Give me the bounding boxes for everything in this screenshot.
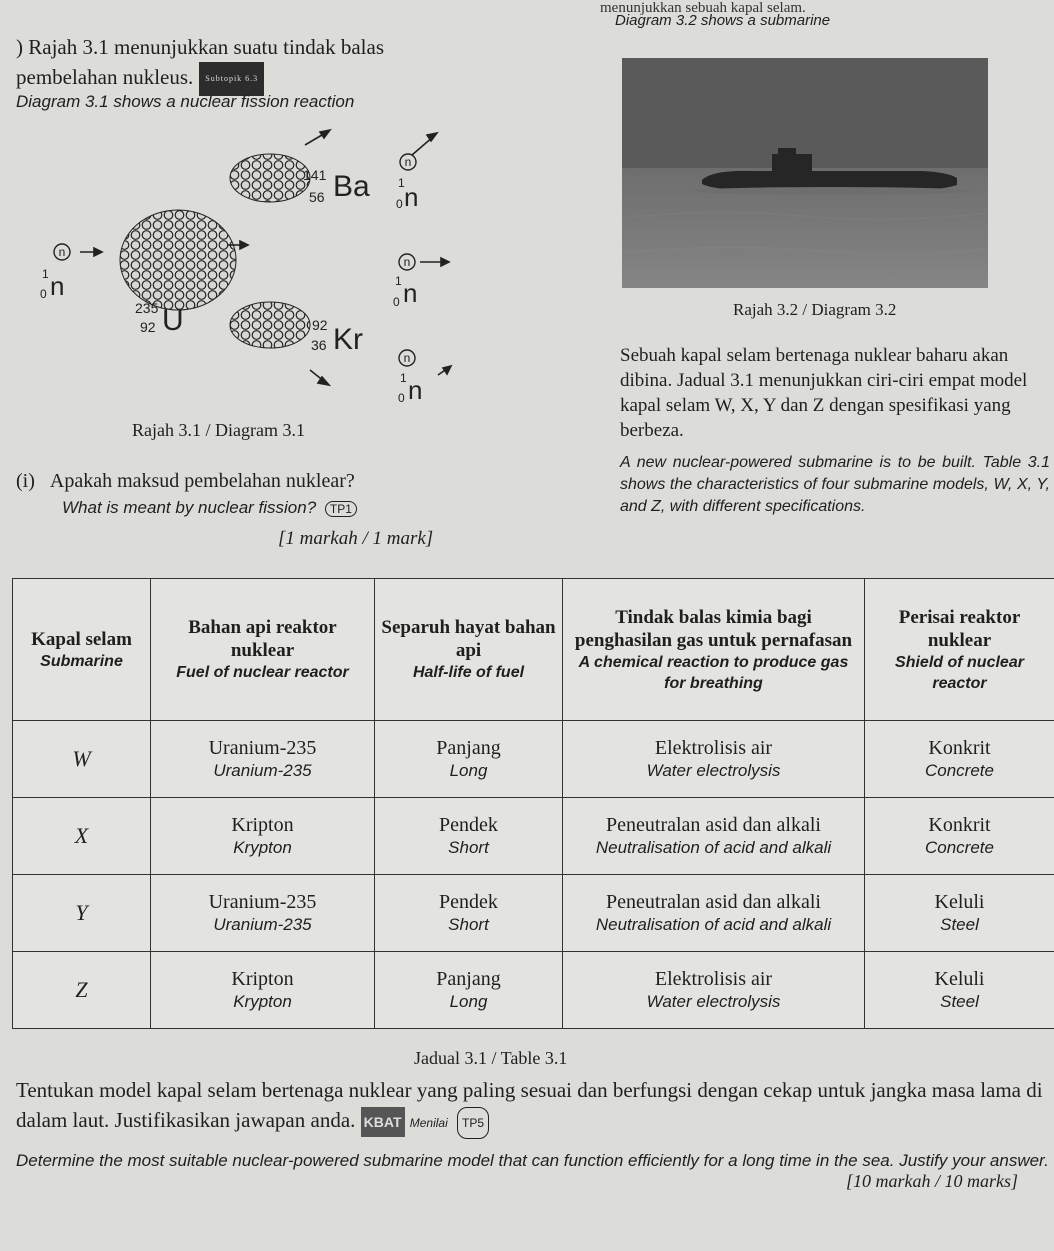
neutron-atomic-number: 0 xyxy=(398,391,405,405)
uranium-symbol: U xyxy=(162,304,184,337)
half-life-cell: Panjang Long xyxy=(375,952,563,1029)
table-header-row xyxy=(13,579,1054,721)
neutron-symbol: n xyxy=(403,278,418,308)
question-ms: Rajah 3.1 menunjukkan suatu tindak balas pembelahan nukleus. xyxy=(16,35,385,89)
question-text-ms xyxy=(16,32,486,96)
nuclear-fission-diagram xyxy=(20,120,480,420)
diagram-31-caption: Rajah 3.1 / Diagram 3.1 xyxy=(132,420,305,440)
header-fuel: Bahan api reaktor nuklear Fuel of nuclear reactor xyxy=(151,579,375,721)
table-caption: Jadual 3.1 / Table 3.1 xyxy=(414,1048,568,1068)
neutron-mass-number: 1 xyxy=(395,274,402,288)
subtopic-tag: Subtopik 6.3 xyxy=(199,62,264,96)
submarine-icon xyxy=(622,58,988,288)
kbat-badge: KBAT xyxy=(361,1107,405,1137)
header-chemical-reaction: Tindak balas kimia bagi penghasilan gas untuk pernafasan A chemical reaction to produce gas for breathing xyxy=(563,579,865,721)
barium-nucleus xyxy=(230,154,310,202)
barium-atomic-number: 56 xyxy=(309,189,325,205)
task-ms: Tentukan model kapal selam bertenaga nuklear yang paling sesuai dan berfungsi dengan cekap untuk jangka masa lama di dalam laut. Justifikasikan jawapan anda. xyxy=(16,1078,1043,1132)
model-cell: Y xyxy=(13,875,151,952)
header-half-life: Separuh hayat bahan api Half-life of fuel xyxy=(375,579,563,721)
neutron-atomic-number: 0 xyxy=(40,287,47,301)
submarine-table xyxy=(12,578,1054,1029)
part-i-label: (i) xyxy=(16,470,35,492)
gas-cell: Elektrolisis air Water electrolysis xyxy=(563,721,865,798)
neutron-symbol: n xyxy=(404,182,419,212)
krypton-mass-number: 92 xyxy=(312,317,328,333)
task-mark: [10 markah / 10 marks] xyxy=(846,1171,1019,1191)
shield-cell: Keluli Steel xyxy=(865,875,1054,952)
part-i-mark: [1 markah / 1 mark] xyxy=(278,528,434,549)
menilai-label: Menilai xyxy=(409,1116,448,1130)
neutron-symbol: n xyxy=(50,271,65,301)
half-life-cell: Panjang Long xyxy=(375,721,563,798)
table-row xyxy=(13,952,1054,1029)
intro-paragraph-ms: Sebuah kapal selam bertenaga nuklear baharu akan dibina. Jadual 3.1 menunjukkan ciri-ciri empat model kapal selam W, X, Y dan Z dengan spesifikasi yang berbeza. xyxy=(620,345,1028,441)
intro-paragraph-en: A new nuclear-powered submarine is to be built. Table 3.1 shows the characteristics of four submarine models, W, X, Y, and Z, with different specifications. xyxy=(620,454,1050,515)
barium-symbol: Ba xyxy=(333,170,370,203)
header-shield: Perisai reaktor nuklear Shield of nuclear reactor xyxy=(865,579,1054,721)
question-text-en: Diagram 3.1 shows a nuclear fission reaction xyxy=(16,92,355,111)
part-i-ms: Apakah maksud pembelahan nuklear? xyxy=(49,470,355,492)
neutron-atomic-number: 0 xyxy=(393,295,400,309)
krypton-nucleus xyxy=(230,302,310,348)
fuel-cell: Uranium-235 Uranium-235 xyxy=(151,875,375,952)
diagram-32-caption: Rajah 3.2 / Diagram 3.2 xyxy=(733,300,897,319)
submarine-photo xyxy=(622,58,988,288)
neutron-label: n xyxy=(403,351,411,365)
cut-off-text: menunjukkan sebuah kapal selam. xyxy=(600,0,806,16)
fuel-cell: Kripton Krypton xyxy=(151,952,375,1029)
part-i-question-en xyxy=(62,498,357,518)
half-life-cell: Pendek Short xyxy=(375,798,563,875)
question-prefix: ) xyxy=(16,35,23,59)
task-text-ms xyxy=(16,1075,1054,1139)
header-submarine: Kapal selam Submarine xyxy=(13,579,151,721)
half-life-cell: Pendek Short xyxy=(375,875,563,952)
part-i-en: What is meant by nuclear fission? xyxy=(62,498,317,517)
model-cell: W xyxy=(13,721,151,798)
uranium-mass-number: 235 xyxy=(135,300,159,316)
uranium-atomic-number: 92 xyxy=(140,319,156,335)
tp1-badge: TP1 xyxy=(325,501,357,517)
diagram-32-intro: Diagram 3.2 shows a submarine xyxy=(615,12,831,29)
shield-cell: Konkrit Concrete xyxy=(865,721,1054,798)
task-text-en: Determine the most suitable nuclear-powered submarine model that can function efficiently for a long time in the sea. Justify your answer. xyxy=(16,1151,1049,1170)
table-row xyxy=(13,798,1054,875)
krypton-atomic-number: 36 xyxy=(311,337,327,353)
table-row xyxy=(13,721,1054,798)
neutron-label: n xyxy=(58,245,66,259)
gas-cell: Peneutralan asid dan alkali Neutralisation of acid and alkali xyxy=(563,798,865,875)
barium-mass-number: 141 xyxy=(303,167,327,183)
tp5-badge: TP5 xyxy=(457,1107,489,1139)
neutron-label: n xyxy=(404,155,412,169)
neutron-mass-number: 1 xyxy=(398,176,405,190)
model-cell: Z xyxy=(13,952,151,1029)
neutron-atomic-number: 0 xyxy=(396,197,403,211)
neutron-mass-number: 1 xyxy=(42,267,49,281)
krypton-symbol: Kr xyxy=(333,323,363,356)
part-i-question-ms xyxy=(16,470,355,493)
neutron-label: n xyxy=(403,255,411,269)
neutron-mass-number: 1 xyxy=(400,371,407,385)
gas-cell: Peneutralan asid dan alkali Neutralisation of acid and alkali xyxy=(563,875,865,952)
fuel-cell: Kripton Krypton xyxy=(151,798,375,875)
shield-cell: Keluli Steel xyxy=(865,952,1054,1029)
shield-cell: Konkrit Concrete xyxy=(865,798,1054,875)
gas-cell: Elektrolisis air Water electrolysis xyxy=(563,952,865,1029)
neutron-symbol: n xyxy=(408,375,423,405)
table-row xyxy=(13,875,1054,952)
uranium-nucleus xyxy=(120,210,236,310)
model-cell: X xyxy=(13,798,151,875)
fuel-cell: Uranium-235 Uranium-235 xyxy=(151,721,375,798)
